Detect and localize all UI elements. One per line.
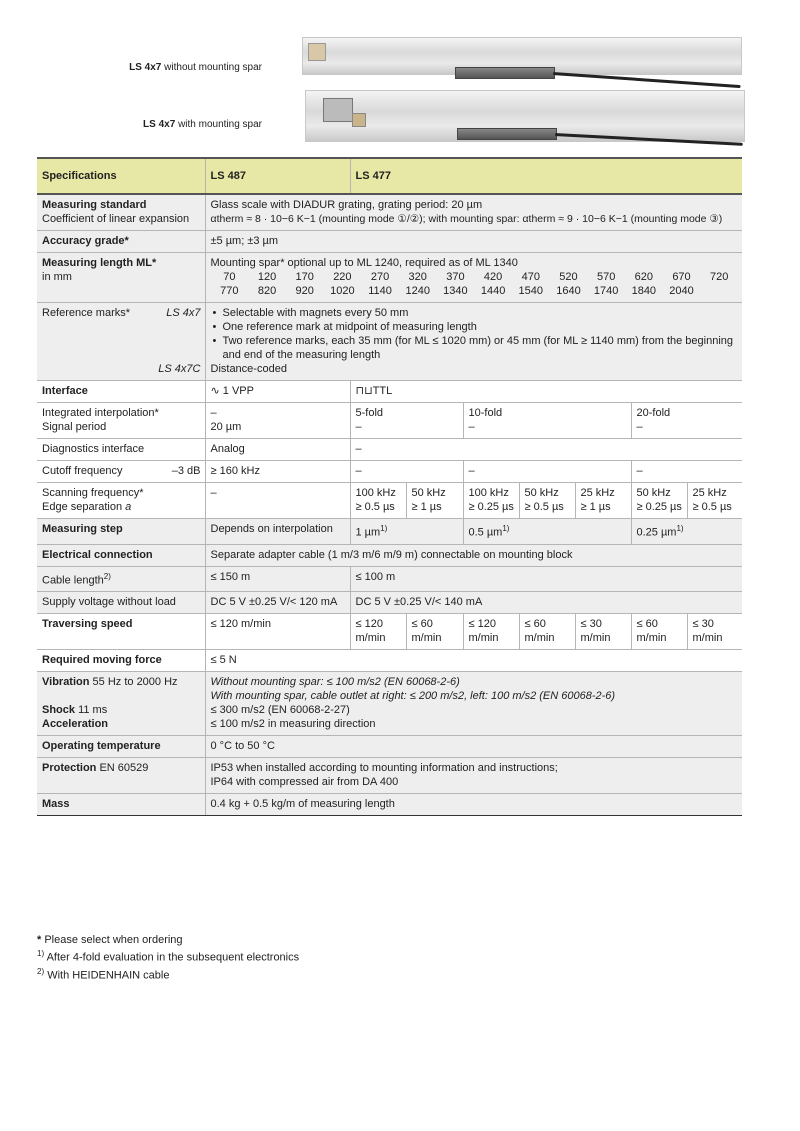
length-value: 1540 (518, 285, 544, 297)
row-accuracy (37, 231, 742, 253)
length-list (211, 270, 739, 284)
length-value: 1020 (330, 285, 355, 297)
length-value: 120 (257, 271, 277, 283)
value: Distance-coded (210, 363, 287, 375)
row-cable-length: Cable length$^{2)}$ ≤ 150 m ≤ 100 m (37, 566, 742, 592)
bullet-item: • Two reference marks, each 35 mm (for ML ≤ 1020 mm) or 45 mm (for ML ≥ 1140 mm) from the beginning and end of the measuring length (223, 334, 739, 362)
header-specifications: Specifications (37, 158, 205, 194)
label: Measuring length ML* (42, 257, 157, 269)
label: Measuring standard (42, 199, 147, 211)
value: Glass scale with DIADUR grating, grating period: 20 µm (210, 199, 483, 211)
model: LS 4x7 (166, 307, 201, 319)
length-value: 1740 (593, 285, 619, 297)
length-value: 1640 (556, 285, 581, 297)
length-value: 320 (408, 271, 427, 283)
length-value: 220 (333, 271, 352, 283)
row-mass: Mass 0.4 kg + 0.5 kg/m of measuring length (37, 794, 742, 816)
sublabel: Coefficient of linear expansion (42, 213, 190, 225)
length-value: 770 (220, 285, 239, 297)
caption-with-spar: LS 4x7 with mounting spar (143, 119, 262, 130)
length-value: 1140 (368, 285, 392, 297)
sublabel: in mm (42, 271, 72, 283)
label: Interface (37, 381, 205, 403)
row-measuring-step: Measuring step Depends on interpolation 1 µm$^{1)}$ 0.5 µm$^{1)}$ 0.25 µm$^{1)}$ (37, 519, 742, 545)
label: Diagnostics interface (37, 439, 205, 461)
length-value: 270 (370, 271, 390, 283)
length-value: 70 (223, 271, 236, 283)
specifications-table (37, 157, 742, 816)
value: ±5 µm; ±3 µm (205, 231, 742, 253)
row-protection: Protection EN 60529 IP53 when installed according to mounting information and instructions; IP64 with compressed air from DA 400 (37, 758, 742, 794)
sine-icon: ∿ (210, 385, 220, 397)
length-list (211, 284, 739, 298)
row-reference-marks (37, 303, 742, 381)
length-value: 370 (446, 271, 465, 283)
label: Measuring step (37, 519, 205, 545)
value: Mounting spar* optional up to ML 1240, required as of ML 1340 (210, 257, 518, 269)
header-ls487: LS 487 (205, 158, 350, 194)
model: LS 4x7C (158, 363, 201, 375)
row-supply: Supply voltage without load DC 5 V ±0.25 V/< 120 mA DC 5 V ±0.25 V/< 140 mA (37, 592, 742, 614)
length-value: 1240 (405, 285, 430, 297)
length-value: 570 (596, 271, 616, 283)
table-header (37, 158, 742, 194)
length-value: 620 (634, 271, 653, 283)
label: Cable length (42, 574, 104, 587)
length-value: 920 (295, 285, 314, 297)
label: Mass (37, 794, 205, 816)
label: Reference marks* (42, 307, 131, 319)
row-traverse: Traversing speed ≤ 120 m/min ≤ 120 m/min ≤ 60 m/min ≤ 120 m/min ≤ 60 m/min ≤ 30 m/min ≤ 60 m/min ≤ 30 m/min (37, 614, 742, 650)
length-value: 470 (521, 271, 540, 283)
label: Operating temperature (37, 736, 205, 758)
row-interpolation: Integrated interpolation* Signal period – 20 µm 5-fold – 10-fold – 20-fold – (37, 403, 742, 439)
bullet-item: • One reference mark at midpoint of measuring length (223, 320, 739, 334)
bullet-list (211, 306, 739, 362)
row-vibration: Vibration 55 Hz to 2000 Hz Shock 11 ms Acceleration Without mounting spar: ≤ 100 m/s2 (EN 60068-2-6) With mounting spar, cable outlet at right: ≤ 200 m/s2, left: 100 m/s2 (EN 60068-2-6) ≤ 300 m/s2 (EN 60068-2-27) ≤ 100 m/s2 in measuring direction (37, 672, 742, 736)
row-diagnostics: Diagnostics interface Analog – (37, 439, 742, 461)
label: Traversing speed (37, 614, 205, 650)
row-scanning: Scanning frequency* Edge separation a – 100 kHz ≥ 0.5 µs 50 kHz ≥ 1 µs 100 kHz ≥ 0.25 µs 50 kHz ≥ 0.5 µs 25 kHz ≥ 1 µs 50 kHz ≥ 0.25 µs 25 kHz ≥ 0.5 µs (37, 483, 742, 519)
length-value: 170 (295, 271, 314, 283)
label: Cutoff frequency (42, 465, 123, 477)
row-cutoff: Cutoff frequency –3 dB ≥ 160 kHz – – – (37, 461, 742, 483)
row-temperature: Operating temperature 0 °C to 50 °C (37, 736, 742, 758)
value: αtherm ≈ 8 · 10−6 K−1 (mounting mode ①/②); with mounting spar: αtherm ≈ 9 · 10−6 K−1 (mounting mode ③) (210, 213, 723, 225)
length-value: 670 (672, 271, 691, 283)
length-value: 2040 (669, 285, 694, 297)
caption-without-spar: LS 4x7 without mounting spar (129, 62, 262, 73)
row-electrical: Electrical connection Separate adapter cable (1 m/3 m/6 m/9 m) connectable on mounting block (37, 544, 742, 566)
length-value: 720 (710, 271, 729, 283)
label: Integrated interpolation* (42, 407, 159, 419)
length-value: 1440 (480, 285, 506, 297)
length-value: 520 (559, 271, 578, 283)
sublabel: Signal period (42, 421, 107, 433)
header-ls477: LS 477 (350, 158, 742, 194)
row-interface (37, 381, 742, 403)
interface-1vpp: ∿ 1 VPP (205, 381, 350, 403)
row-measuring-standard (37, 194, 742, 231)
label: Supply voltage without load (37, 592, 205, 614)
footnotes: * Please select when ordering $^{1)}$ After 4-fold evaluation in the subsequent electronics $^{2)}$ With HEIDENHAIN cable (37, 934, 300, 982)
length-value: 1840 (631, 285, 657, 297)
label: Required moving force (37, 650, 205, 672)
bullet-item: • Selectable with magnets every 50 mm (223, 306, 739, 320)
row-force: Required moving force ≤ 5 N (37, 650, 742, 672)
row-measuring-length (37, 253, 742, 303)
interface-ttl: ⊓⊔TTL (350, 381, 742, 403)
label: Accuracy grade* (37, 231, 205, 253)
label: Scanning frequency* (42, 487, 144, 499)
length-value: 820 (257, 285, 277, 297)
label: Electrical connection (37, 544, 205, 566)
length-value: 420 (483, 271, 503, 283)
square-wave-icon: ⊓⊔ (355, 385, 373, 397)
length-value: 1340 (443, 285, 468, 297)
